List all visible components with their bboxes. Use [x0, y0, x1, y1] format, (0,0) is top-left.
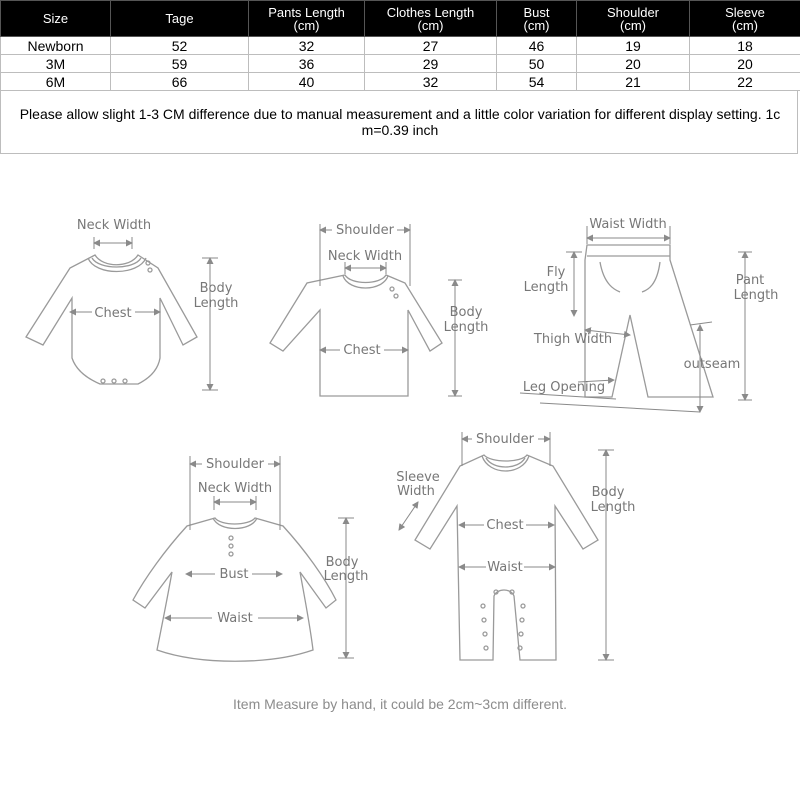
- jumpsuit-body-length-label: Length: [590, 500, 636, 515]
- romper-chest-label: Chest: [94, 306, 132, 321]
- shirt-diagram: [270, 223, 488, 396]
- table-cell: Newborn: [1, 37, 111, 55]
- dress-diagram: [133, 456, 368, 661]
- table-cell: 66: [111, 73, 249, 91]
- pants-hem-line: [540, 403, 700, 412]
- jumpsuit-sleeve-width-label: Width: [397, 484, 435, 499]
- jumpsuit-sleeve-width-label: Sleeve: [396, 470, 440, 485]
- shirt-shoulder-label: Shoulder: [336, 223, 394, 238]
- pants-waist-width-label: Waist Width: [589, 217, 667, 232]
- jumpsuit-waist-label: Waist: [487, 560, 523, 575]
- dress-bust-label: Bust: [219, 567, 249, 582]
- shirt-chest-label: Chest: [343, 343, 381, 358]
- pants-thigh-width-label: Thigh Width: [533, 332, 613, 347]
- measurement-note-text: Please allow slight 1-3 CM difference due to manual measurement and a little color variation for different display setting. 1c m=0.39 inch: [19, 106, 781, 138]
- shirt-body-length-label: Length: [443, 320, 489, 335]
- table-cell: 52: [111, 37, 249, 55]
- table-cell: 20: [577, 55, 690, 73]
- jumpsuit-chest-label: Chest: [486, 518, 524, 533]
- jumpsuit-shoulder-label: Shoulder: [476, 432, 534, 447]
- header-pants-length: Pants Length (cm): [249, 1, 365, 37]
- pants-fly-length-label: Fly: [546, 265, 566, 280]
- table-cell: 19: [577, 37, 690, 55]
- shirt-outline: [270, 275, 442, 396]
- table-cell: 22: [690, 73, 800, 91]
- pants-leg-opening-label: Leg Opening: [522, 380, 606, 395]
- pants-diagram: [520, 217, 778, 412]
- table-cell: 59: [111, 55, 249, 73]
- table-cell: 6M: [1, 73, 111, 91]
- jumpsuit-sleeve-width-arrow: [399, 502, 418, 530]
- pants-pant-length-label: Pant: [735, 273, 765, 288]
- pants-outseam-label: outseam: [683, 357, 741, 372]
- table-cell: 54: [497, 73, 577, 91]
- dress-neck-width-label: Neck Width: [197, 481, 273, 496]
- romper-body-length-label: Body: [199, 281, 233, 296]
- dress-body-length-label: Body: [325, 555, 359, 570]
- table-cell: 27: [365, 37, 497, 55]
- header-shoulder: Shoulder (cm): [577, 1, 690, 37]
- table-cell: 40: [249, 73, 365, 91]
- table-cell: 36: [249, 55, 365, 73]
- pants-outline: [585, 245, 713, 397]
- table-cell: 32: [365, 73, 497, 91]
- romper-body-length-label: Length: [193, 296, 239, 311]
- dress-waist-label: Waist: [217, 611, 253, 626]
- romper-diagram: [26, 218, 238, 390]
- pants-tick: [690, 322, 712, 325]
- pants-fly-length-label: Length: [523, 280, 569, 295]
- dress-body-length-label: Length: [323, 569, 369, 584]
- dress-outline: [133, 518, 336, 661]
- table-cell: 21: [577, 73, 690, 91]
- jumpsuit-body-length-label: Body: [591, 485, 625, 500]
- shirt-body-length-label: Body: [449, 305, 483, 320]
- table-cell: 46: [497, 37, 577, 55]
- pants-pant-length-label: Length: [733, 288, 779, 303]
- dress-shoulder-label: Shoulder: [206, 457, 264, 472]
- shirt-neck-width-label: Neck Width: [327, 249, 403, 264]
- table-cell: 18: [690, 37, 800, 55]
- header-clothes-length: Clothes Length (cm): [365, 1, 497, 37]
- table-cell: 3M: [1, 55, 111, 73]
- footer-note: Item Measure by hand, it could be 2cm~3cm different.: [233, 696, 567, 712]
- header-sleeve: Sleeve (cm): [690, 1, 800, 37]
- table-cell: 20: [690, 55, 800, 73]
- header-size: Size: [1, 1, 111, 37]
- header-bust: Bust (cm): [497, 1, 577, 37]
- jumpsuit-outline: [415, 455, 598, 660]
- header-tage: Tage: [111, 1, 249, 37]
- table-cell: 29: [365, 55, 497, 73]
- table-cell: 32: [249, 37, 365, 55]
- jumpsuit-diagram: [396, 432, 635, 660]
- table-cell: 50: [497, 55, 577, 73]
- romper-neck-width-label: Neck Width: [76, 218, 152, 233]
